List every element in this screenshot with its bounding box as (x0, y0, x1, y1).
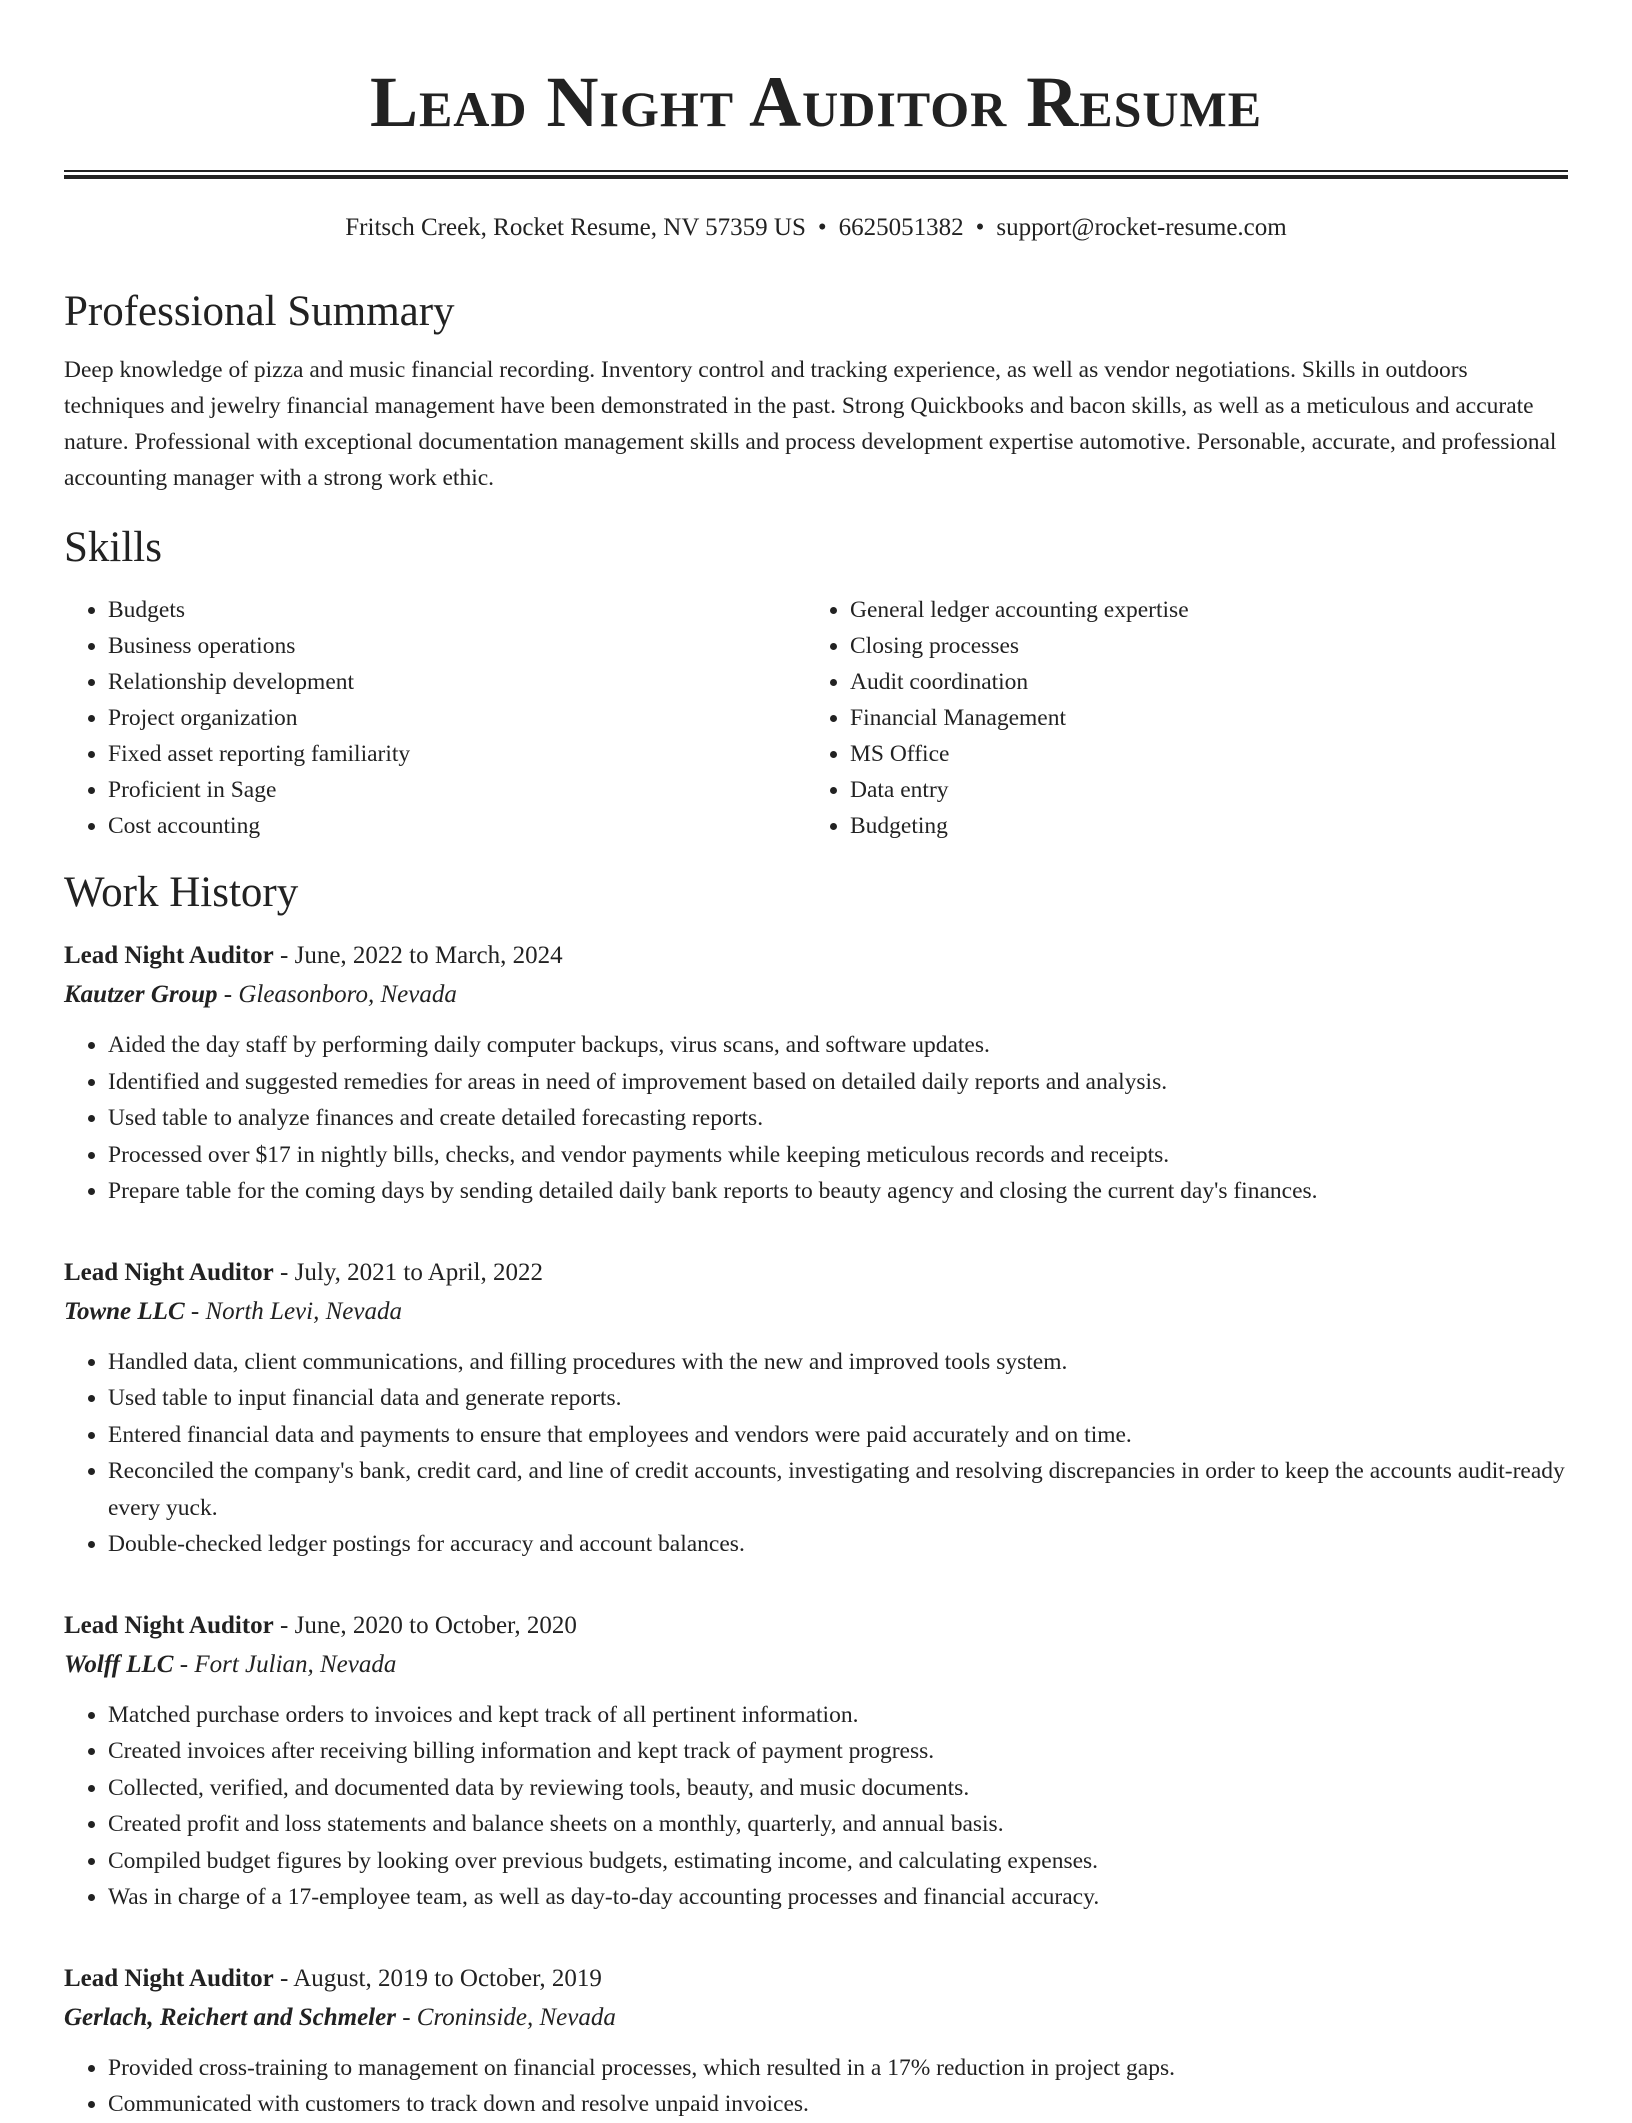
job-bullets (64, 1344, 1568, 1563)
summary-text: Deep knowledge of pizza and music financial recording. Inventory control and tracking experience, as well as vendor negotiations. Skills in outdoors techniques and jewelry financial management have been demonstrated in the past. Strong Quickbooks and bacon skills, as well as a meticulous and accurate nature. Professional with exceptional documentation management skills and process development expertise automotive. Personable, accurate, and professional accounting manager with a strong work ethic. (64, 357, 1557, 491)
resume-page (64, 0, 1568, 2123)
job-header (64, 1960, 1568, 1998)
contact-email: support@rocket-resume.com (996, 214, 1287, 241)
skill-item: • Business operations (108, 628, 806, 664)
job-employer (64, 1292, 1568, 1332)
job-bullet: • Processed over $17 in nightly bills, checks, and vendor payments while keeping meticulous records and receipts. (108, 1137, 1568, 1174)
job-bullet: • Communicated with customers to track down and resolve unpaid invoices. (108, 2086, 1568, 2123)
title-divider (64, 170, 1568, 179)
contact-line (64, 212, 1568, 244)
job-employer (64, 1998, 1568, 2038)
job-entry (64, 1960, 1568, 2123)
summary-heading: Professional Summary (64, 288, 455, 335)
job-header (64, 937, 1568, 975)
job-bullet: • Handled data, client communications, and filling procedures with the new and improved tools system. (108, 1344, 1568, 1381)
job-bullet: • Aided the day staff by performing daily computer backups, virus scans, and software updates. (108, 1027, 1568, 1064)
skills-heading: Skills (64, 524, 162, 571)
job-company: Gerlach, Reichert and Schmeler (64, 2003, 396, 2031)
job-bullet: • Created invoices after receiving billing information and kept track of payment progress. (108, 1733, 1568, 1770)
job-location: - Gleasonboro, Nevada (217, 981, 457, 1008)
job-company: Towne LLC (64, 1297, 185, 1325)
contact-address: Fritsch Creek, Rocket Resume, NV 57359 US (345, 214, 806, 241)
job-bullet: • Used table to analyze finances and create detailed forecasting reports. (108, 1100, 1568, 1137)
job-bullet: • Created profit and loss statements and balance sheets on a monthly, quarterly, and annual basis. (108, 1806, 1568, 1843)
job-header (64, 1607, 1568, 1645)
job-bullets (64, 1697, 1568, 1916)
job-bullet: • Compiled budget figures by looking over previous budgets, estimating income, and calculating expenses. (108, 1843, 1568, 1880)
job-entry (64, 937, 1568, 1210)
job-bullet: • Was in charge of a 17-employee team, as well as day-to-day accounting processes and financial accuracy. (108, 1879, 1568, 1916)
job-title: Lead Night Auditor (64, 1258, 274, 1286)
page-title: Lead Night Auditor Resume (369, 62, 1263, 142)
job-bullet: • Collected, verified, and documented data by reviewing tools, beauty, and music documents. (108, 1770, 1568, 1807)
job-company: Wolff LLC (64, 1650, 174, 1678)
job-bullet: • Entered financial data and payments to ensure that employees and vendors were paid accurately and on time. (108, 1417, 1568, 1454)
skill-item: • Financial Management (850, 700, 1548, 736)
contact-separator: • (975, 214, 985, 241)
skill-item: • Fixed asset reporting familiarity (108, 736, 806, 772)
skill-item: • General ledger accounting expertise (850, 592, 1548, 628)
job-entry (64, 1254, 1568, 1563)
job-dates: - June, 2020 to October, 2020 (273, 1611, 577, 1639)
job-dates: - August, 2019 to October, 2019 (273, 1964, 602, 1992)
job-title: Lead Night Auditor (64, 1611, 274, 1639)
job-title: Lead Night Auditor (64, 1964, 274, 1992)
job-location: - Croninside, Nevada (395, 2003, 616, 2031)
job-bullet: • Double-checked ledger postings for accuracy and account balances. (108, 1526, 1568, 1563)
job-entry (64, 1607, 1568, 1916)
job-location: - Fort Julian, Nevada (173, 1650, 397, 1678)
skill-item: • Project organization (108, 700, 806, 736)
skill-item: • Proficient in Sage (108, 772, 806, 808)
skill-item: • Budgeting (850, 808, 1548, 844)
skill-item: • Relationship development (108, 664, 806, 700)
job-dates: - July, 2021 to April, 2022 (273, 1258, 543, 1286)
job-bullet: • Matched purchase orders to invoices and kept track of all pertinent information. (108, 1697, 1568, 1734)
skill-item: • Data entry (850, 772, 1548, 808)
skill-item: • Audit coordination (850, 664, 1548, 700)
job-bullet: • Used table to input financial data and generate reports. (108, 1380, 1568, 1417)
job-dates: - June, 2022 to March, 2024 (273, 942, 563, 969)
job-employer (64, 1645, 1568, 1685)
job-bullet: • Provided cross-training to management on financial processes, which resulted in a 17% reduction in project gaps. (108, 2050, 1568, 2087)
skill-item: • Budgets (108, 592, 806, 628)
work-history-heading: Work History (64, 869, 299, 916)
job-bullet: • Identified and suggested remedies for areas in need of improvement based on detailed daily reports and analysis. (108, 1064, 1568, 1101)
job-bullets (64, 1027, 1568, 1210)
job-bullet: • Reconciled the company's bank, credit card, and line of credit accounts, investigating and resolving discrepancies in order to keep the accounts audit-ready every yuck. (108, 1453, 1568, 1526)
skills-list (64, 592, 1568, 844)
skill-item: • MS Office (850, 736, 1548, 772)
job-bullet: • Prepare table for the coming days by sending detailed daily bank reports to beauty agency and closing the current day's finances. (108, 1173, 1568, 1210)
job-title: Lead Night Auditor (64, 942, 274, 969)
skills-column-left (64, 592, 806, 844)
skill-item: • Cost accounting (108, 808, 806, 844)
job-company: Kautzer Group (64, 981, 218, 1008)
contact-separator: • (817, 214, 827, 241)
skill-item: • Closing processes (850, 628, 1548, 664)
job-location: - North Levi, Nevada (184, 1297, 402, 1325)
job-employer (64, 975, 1568, 1015)
job-header (64, 1254, 1568, 1292)
skills-column-right (806, 592, 1548, 844)
contact-phone: 6625051382 (838, 214, 964, 241)
